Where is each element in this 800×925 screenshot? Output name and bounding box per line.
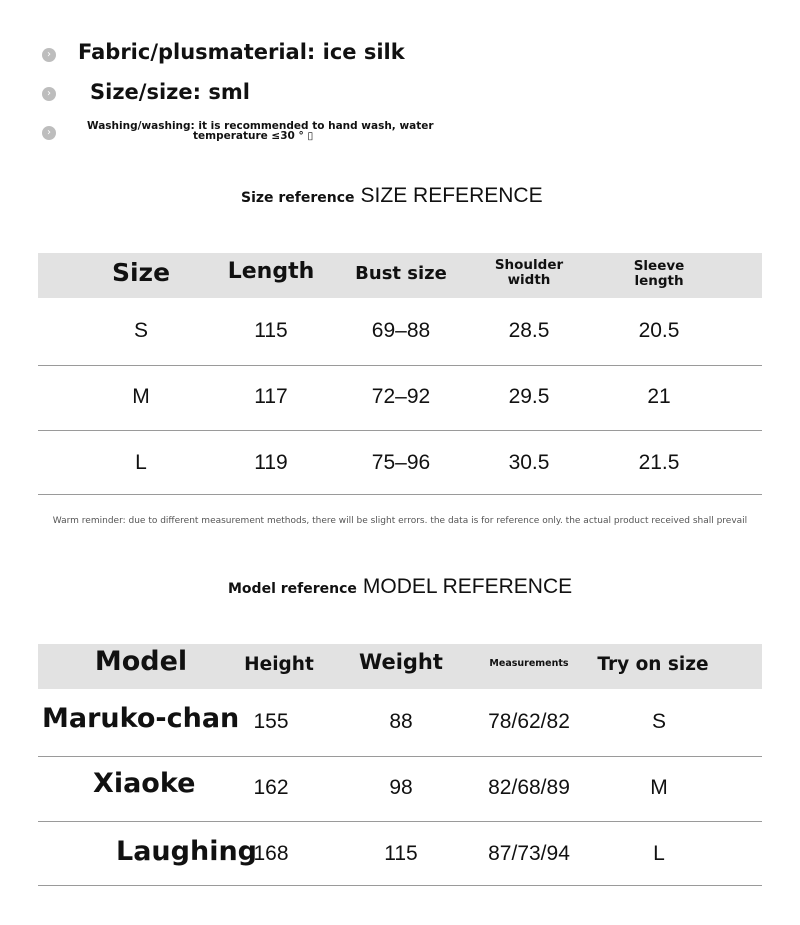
washing-spec-line2: temperature ≤30 ° ▯ [193, 130, 314, 142]
model-row-3-try-on-size: L [653, 842, 665, 865]
size-row-m-size: M [132, 385, 150, 408]
size-row-l-size: L [135, 451, 147, 474]
size-row-s-bust: 69–88 [371, 319, 431, 342]
model-row-2-try-on-size: M [650, 776, 668, 799]
model-table [38, 644, 762, 886]
row-divider [38, 494, 762, 495]
size-reference-title-cn: Size reference [241, 190, 355, 206]
header-measurements: Measurements [489, 658, 569, 669]
chevron-right-icon: › [42, 126, 56, 140]
model-row-2-measurements: 82/68/89 [488, 776, 570, 799]
size-row-l-bust: 75–96 [371, 451, 431, 474]
size-row-m-length: 117 [254, 385, 288, 408]
model-row-1-measurements: 78/62/82 [488, 710, 570, 733]
model-table-header [38, 644, 762, 689]
row-divider [38, 756, 762, 757]
size-row-s-sleeve: 20.5 [638, 319, 680, 342]
model-row-2-height: 162 [253, 776, 289, 799]
header-height: Height [244, 654, 314, 675]
row-divider [38, 365, 762, 366]
model-row-3-weight: 115 [384, 842, 418, 865]
size-reference-title [241, 184, 543, 208]
size-row-m-shoulder: 29.5 [508, 385, 550, 408]
model-row-1-weight: 88 [389, 710, 413, 733]
size-row-s-length: 115 [254, 319, 288, 342]
model-name-laughing: Laughing [116, 836, 257, 867]
model-name-maruko-chan: Maruko-chan [42, 703, 240, 734]
row-divider [38, 821, 762, 822]
size-spec: Size/size: sml [90, 80, 250, 104]
size-table-header [38, 253, 762, 298]
size-row-m-sleeve: 21 [647, 385, 671, 408]
row-divider [38, 430, 762, 431]
header-weight: Weight [359, 650, 443, 674]
size-row-l-sleeve: 21.5 [638, 451, 680, 474]
model-row-3-measurements: 87/73/94 [488, 842, 570, 865]
washing-spec-line1: Washing/washing: it is recommended to hand wash, water [87, 120, 434, 132]
model-name-xiaoke: Xiaoke [93, 768, 196, 799]
size-row-m-bust: 72–92 [371, 385, 431, 408]
header-size: Size [111, 258, 171, 287]
header-model: Model [94, 646, 188, 677]
model-reference-title-en: MODEL REFERENCE [362, 575, 573, 598]
chevron-right-icon: › [42, 48, 56, 62]
model-reference-title [228, 575, 572, 599]
header-shoulder-width: Shoulder width [494, 257, 564, 288]
size-row-s-shoulder: 28.5 [508, 319, 550, 342]
model-row-2-weight: 98 [389, 776, 413, 799]
header-length: Length [227, 259, 315, 284]
model-row-1-height: 155 [253, 710, 289, 733]
size-reference-title-en: SIZE REFERENCE [360, 184, 543, 207]
fabric-spec: Fabric/plusmaterial: ice silk [78, 40, 405, 64]
model-row-3-height: 168 [253, 842, 289, 865]
size-row-l-length: 119 [254, 451, 288, 474]
size-table [38, 253, 762, 495]
header-try-on-size: Try on size [597, 654, 709, 675]
header-bust-size: Bust size [355, 263, 447, 284]
chevron-right-icon: › [42, 87, 56, 101]
model-row-1-try-on-size: S [651, 710, 666, 733]
model-reference-title-cn: Model reference [228, 581, 357, 597]
warm-reminder: Warm reminder: due to different measurement methods, there will be slight errors. the data is for reference only. the actual product received shall prevail [52, 516, 748, 526]
size-row-s-size: S [133, 319, 148, 342]
row-divider [38, 885, 762, 886]
size-row-l-shoulder: 30.5 [508, 451, 550, 474]
header-sleeve-length: Sleeve length [633, 258, 685, 289]
